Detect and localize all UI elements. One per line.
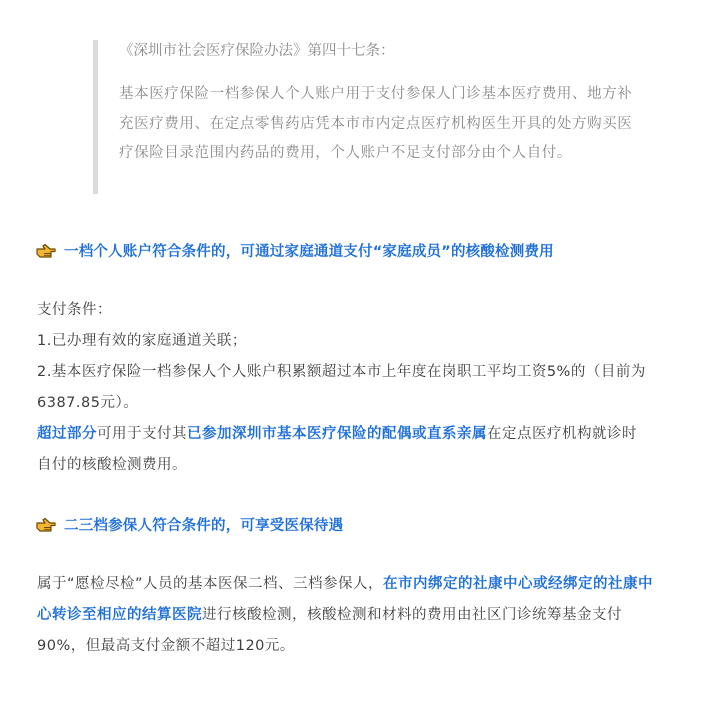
excess-line-2: 自付的核酸检测费用。 bbox=[37, 457, 187, 473]
section2-line-2 bbox=[37, 600, 697, 631]
section2-mid: 进行核酸检测，核酸检测和材料的费用由社区门诊统筹基金支付 bbox=[202, 607, 622, 623]
excess-mid: 可用于支付其 bbox=[97, 426, 187, 442]
pointing-hand-icon bbox=[36, 516, 56, 532]
section1-heading-text: 一档个人账户符合条件的，可通过家庭通道支付“家庭成员”的核酸检测费用 bbox=[64, 243, 554, 260]
condition-2-line-2: 6387.85元）。 bbox=[37, 395, 139, 411]
section2-line-3: 90%，但最高支付金额不超过120元。 bbox=[37, 638, 295, 654]
section2-highlight-1: 在市内绑定的社康中心或经绑定的社康中 bbox=[383, 576, 654, 592]
pointing-hand-icon bbox=[36, 242, 56, 258]
condition-2-line-1: 2.基本医疗保险一档参保人个人账户积累额超过本市上年度在岗职工平均工资5%的（目前为 bbox=[37, 364, 646, 380]
blockquote bbox=[93, 40, 653, 194]
excess-line-1 bbox=[37, 419, 697, 450]
condition-1: 1.已办理有效的家庭通道关联； bbox=[37, 333, 247, 349]
section2-start: 属于“愿检尽检”人员的基本医保二档、三档参保人， bbox=[37, 576, 384, 592]
section1-body bbox=[37, 295, 697, 481]
excess-label: 超过部分 bbox=[37, 426, 97, 442]
section2-body bbox=[37, 569, 697, 662]
quote-title: 《深圳市社会医疗保险办法》第四十七条： bbox=[119, 43, 395, 59]
section2-highlight-2: 心转诊至相应的结算医院 bbox=[37, 607, 202, 623]
section1-heading bbox=[36, 237, 554, 263]
section2-line-1 bbox=[37, 569, 697, 600]
section2-heading-text: 二三档参保人符合条件的，可享受医保待遇 bbox=[64, 517, 344, 534]
excess-highlight: 已参加深圳市基本医疗保险的配偶或直系亲属 bbox=[187, 426, 487, 442]
section2-heading bbox=[36, 511, 343, 537]
quote-body: 基本医疗保险一档参保人个人账户用于支付参保人门诊基本医疗费用、地方补充医疗费用、在定点零售药店凭本市市内定点医疗机构医生开具的处方购买医疗保险目录范围内药品的费用，个人账户不足支付部分由个人自付。 bbox=[119, 86, 633, 161]
excess-tail: 在定点医疗机构就诊时 bbox=[487, 426, 637, 442]
conditions-label: 支付条件： bbox=[37, 302, 112, 318]
